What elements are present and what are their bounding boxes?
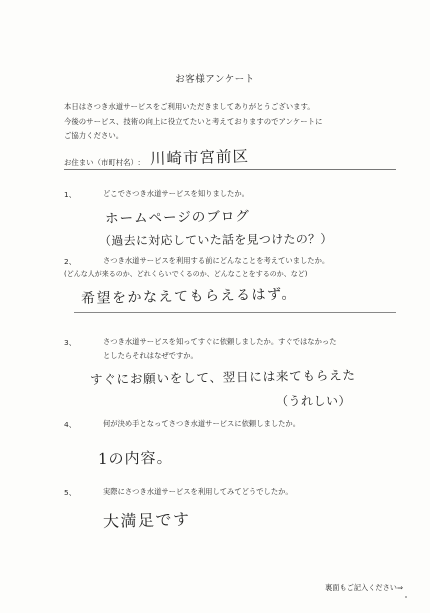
question-1-number: 1、 (64, 190, 77, 199)
question-2-answer-line: 希望をかなえてもらえるはず。 (80, 286, 298, 307)
question-4-text: 何が決め手となってさつき水道サービスに依頼しましたか。 (103, 419, 301, 428)
address-label: お住まい（市町村名）: (64, 158, 141, 167)
answer-underline (74, 312, 396, 313)
question-3-text: としたらそれはなぜですか。 (103, 351, 198, 360)
question-5-answer-line: 大満足です (102, 509, 191, 531)
question-3-answer-line: （うれしい） (276, 394, 352, 408)
footer-note: 裏面もご記入ください⇒ (325, 583, 403, 592)
question-2-text: (どんな人が来るのか、どれくらいでくるのか、どんなことをするのか、など) (64, 270, 308, 278)
intro-line: 今後のサービス、技術の向上に役立てたいと考えておりますのでアンケートに (64, 116, 323, 126)
address-underline (64, 169, 396, 170)
question-3-number: 3、 (64, 338, 77, 347)
question-3-answer-line: すぐにお願いをして、翌日には来てもらえた (89, 367, 356, 387)
scan-mark (405, 596, 407, 598)
question-3-text: さつき水道サービスを知ってすぐに依頼しましたか。すぐではなかった (103, 337, 337, 346)
question-5-number: 5、 (64, 488, 77, 497)
page-title: お客様アンケート (175, 74, 255, 85)
intro-line: ご協力ください。 (64, 131, 124, 140)
question-1-answer-line: （過去に対応していた話を見つけたの？） (98, 231, 333, 248)
address-field[interactable] (64, 147, 394, 172)
question-1-text: どこでさつき水道サービスを知りましたか。 (103, 189, 249, 198)
question-5-text: 実際にさつき水道サービスを利用してみてどうでしたか。 (103, 487, 293, 496)
address-handwritten-value: 川崎市宮前区 (149, 147, 250, 168)
question-1-answer-line: ホームページのブログ (104, 208, 250, 227)
question-2-number: 2、 (64, 257, 77, 266)
question-4-answer-line: 1の内容。 (97, 448, 173, 468)
question-4-number: 4、 (64, 420, 77, 429)
intro-line: 本日はさつき水道サービスをご利用いただきましてありがとうございます。 (64, 102, 315, 111)
intro-text (64, 100, 404, 144)
question-2-text: さつき水道サービスを利用する前にどんなことを考えていましたか。 (103, 256, 330, 265)
